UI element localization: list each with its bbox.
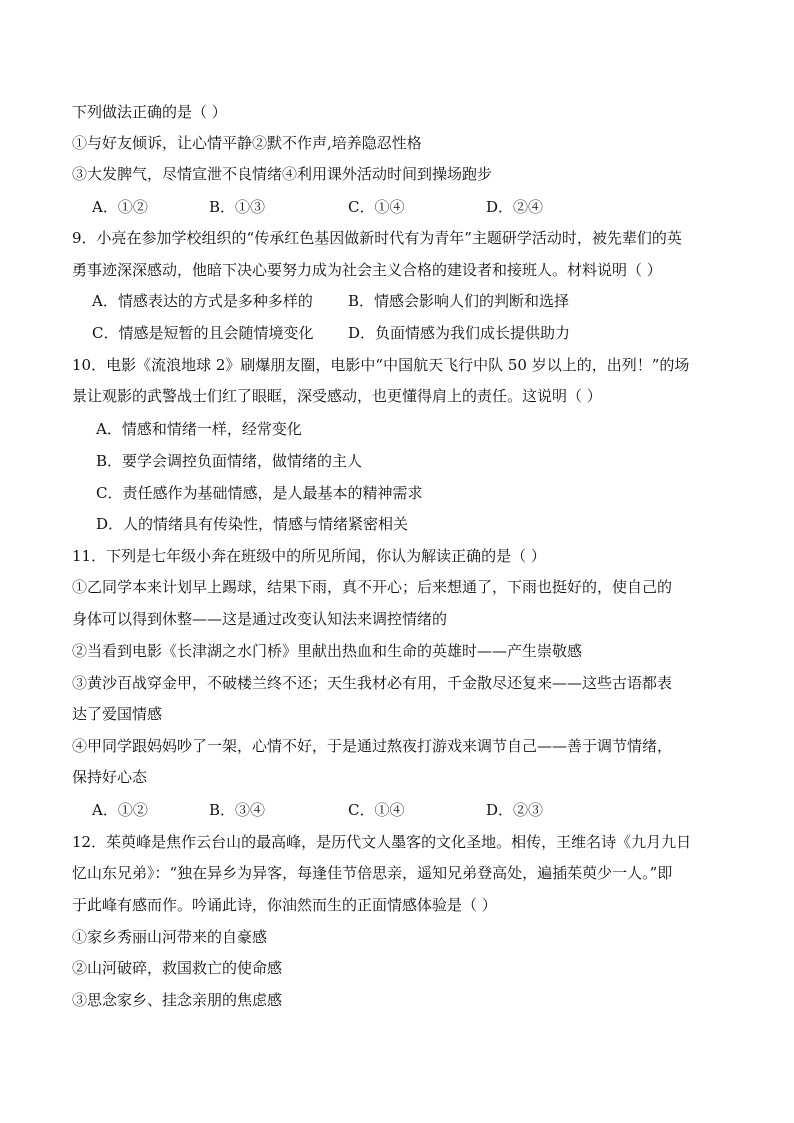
q10-stem-line-1: 10．电影《流浪地球 2》刷爆朋友圈，电影中“中国航天飞行中队 50 岁以上的，出列！”的场 <box>72 356 690 374</box>
q11-option-c: C．①④ <box>348 801 405 819</box>
q10-option-d: D．人的情绪具有传染性，情感与情绪紧密相关 <box>96 515 409 533</box>
q9-option-b: B．情感会影响人们的判断和选择 <box>348 292 570 310</box>
q10-option-a: A．情感和情绪一样，经常变化 <box>96 420 302 438</box>
q12-stem-line-3: 于此峰有感而作。吟诵此诗，你油然而生的正面情感体验是（ ） <box>72 896 497 914</box>
q9-option-d: D．负面情感为我们成长提供助力 <box>348 324 571 342</box>
q11-option-a: A．①② <box>92 801 148 819</box>
q11-item-1-line-2: 身体可以得到休整——这是通过改变认知法来调控情绪的 <box>72 610 448 628</box>
q11-option-b: B．③④ <box>209 801 266 819</box>
q10-stem-line-2: 景让观影的武警战士们红了眼眶，深受感动，也更懂得肩上的责任。这说明（ ） <box>72 387 602 405</box>
q8-option-a: A．①② <box>92 198 148 216</box>
q11-item-2: ②当看到电影《长津湖之水门桥》里献出热血和生命的英雄时——产生崇敬感 <box>72 642 583 660</box>
q12-item-3: ③思念家乡、挂念亲朋的焦虑感 <box>72 991 283 1009</box>
q9-stem-line-2: 勇事迹深深感动，他暗下决心要努力成为社会主义合格的建设者和接班人。材料说明（ ） <box>72 261 662 279</box>
q11-stem: 11．下列是七年级小奔在班级中的所见所闻，你认为解读正确的是（ ） <box>72 547 546 565</box>
q12-stem-line-2: 忆山东兄弟》：“独在异乡为异客，每逢佳节倍思亲，遥知兄弟登高处，遍插茱萸少一人。”即 <box>72 864 673 882</box>
q9-stem-line-1: 9．小亮在参加学校组织的“传承红色基因做新时代有为青年”主题研学活动时，被先辈们的英 <box>72 229 682 247</box>
q8-option-d: D．②④ <box>486 198 544 216</box>
q8-stem: 下列做法正确的是（ ） <box>72 103 227 121</box>
q8-option-b: B．①③ <box>209 198 266 216</box>
q9-option-a: A．情感表达的方式是多种多样的 <box>92 292 313 310</box>
q11-item-4-line-1: ④甲同学跟妈妈吵了一架，心情不好，于是通过熬夜打游戏来调节自己——善于调节情绪， <box>72 737 673 755</box>
q11-option-d: D．②③ <box>486 801 544 819</box>
q9-option-c: C．情感是短暂的且会随情境变化 <box>92 324 314 342</box>
q11-item-3-line-2: 达了爱国情感 <box>72 705 163 723</box>
q10-option-b: B．要学会调控负面情绪，做情绪的主人 <box>96 452 363 470</box>
q8-item-2: ③大发脾气，尽情宣泄不良情绪④利用课外活动时间到操场跑步 <box>72 165 493 183</box>
q12-item-1: ①家乡秀丽山河带来的自豪感 <box>72 928 268 946</box>
q11-item-1-line-1: ①乙同学本来计划早上踢球，结果下雨，真不开心；后来想通了，下雨也挺好的，使自己的 <box>72 578 673 596</box>
q8-option-c: C．①④ <box>348 198 405 216</box>
q8-item-1: ①与好友倾诉，让心情平静②默不作声,培养隐忍性格 <box>72 134 422 152</box>
q12-item-2: ②山河破碎，救国救亡的使命感 <box>72 959 283 977</box>
q11-item-3-line-1: ③黄沙百战穿金甲，不破楼兰终不还；天生我材必有用，千金散尽还复来——这些古语都表 <box>72 674 673 692</box>
q11-item-4-line-2: 保持好心态 <box>72 768 148 786</box>
q10-option-c: C．责任感作为基础情感，是人最基本的精神需求 <box>96 484 423 502</box>
q12-stem-line-1: 12．茱萸峰是焦作云台山的最高峰，是历代文人墨客的文化圣地。相传，王维名诗《九月九日 <box>72 833 692 851</box>
